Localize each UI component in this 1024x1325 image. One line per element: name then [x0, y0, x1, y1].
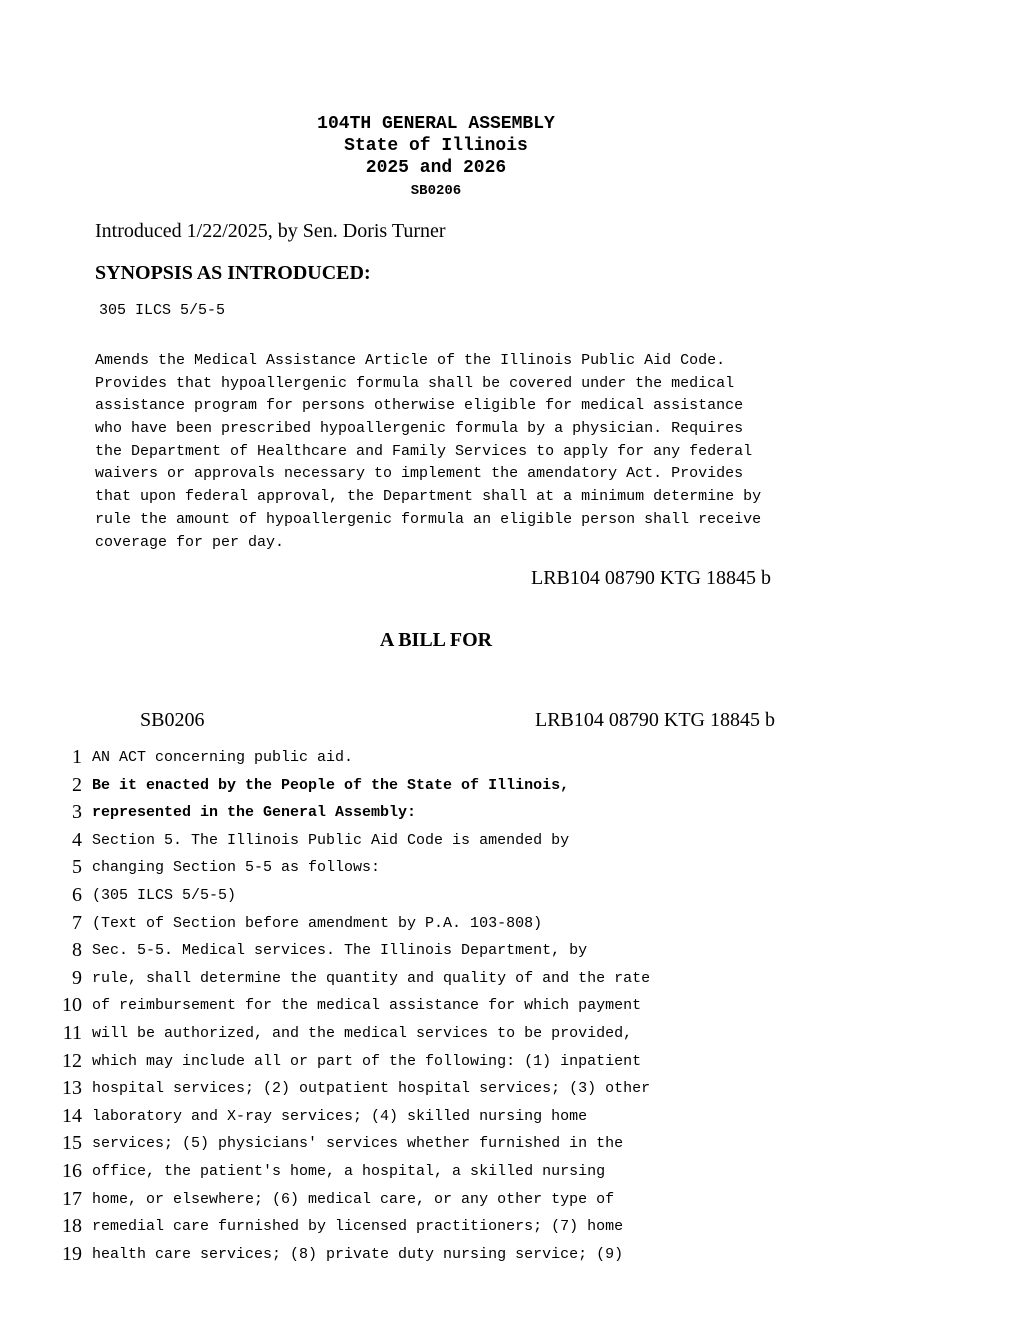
line-number: 18 [62, 1215, 82, 1238]
bill-line [0, 854, 1024, 882]
synopsis-line: Amends the Medical Assistance Article of the Illinois Public Aid Code. [95, 352, 726, 369]
bill-line [0, 1186, 1024, 1214]
line-number: 4 [72, 828, 82, 851]
bill-line [0, 937, 1024, 965]
bill-line [0, 910, 1024, 938]
session-years-heading: 2025 and 2026 [365, 158, 507, 178]
line-text: will be authorized, and the medical services to be provided, [92, 1024, 633, 1042]
line-text: represented in the General Assembly: [92, 804, 417, 822]
page-header-lrb-code: LRB104 08790 KTG 18845 b [535, 709, 775, 731]
synopsis-line: Provides that hypoallergenic formula shall be covered under the medical [95, 374, 735, 392]
bill-line [0, 1241, 1024, 1269]
line-number: 13 [62, 1077, 82, 1100]
line-number: 12 [62, 1049, 82, 1072]
line-text: (Text of Section before amendment by P.A. 103-808) [92, 914, 543, 932]
line-number: 15 [62, 1132, 82, 1155]
line-number: 2 [72, 773, 82, 796]
bill-line [0, 992, 1024, 1020]
line-text: changing Section 5-5 as follows: [92, 859, 381, 877]
bill-line [0, 1158, 1024, 1186]
line-number: 7 [72, 911, 82, 934]
synopsis-line: coverage for per day. [95, 533, 285, 551]
bill-number-heading: SB0206 [410, 183, 462, 199]
line-text: of reimbursement for the medical assistance for which payment [92, 997, 642, 1015]
bill-line [0, 1130, 1024, 1158]
line-text: laboratory and X-ray services; (4) skilled nursing home [92, 1107, 588, 1125]
bill-line [0, 1103, 1024, 1131]
bill-line [0, 1213, 1024, 1241]
assembly-heading: 104TH GENERAL ASSEMBLY [317, 114, 555, 134]
page-header-bill-number: SB0206 [140, 709, 205, 731]
synopsis-line: that upon federal approval, the Department shall at a minimum determine by [95, 488, 762, 506]
synopsis-line: waivers or approvals necessary to implement the amendatory Act. Provides [95, 465, 744, 483]
bill-line [0, 772, 1024, 800]
lrb-code: LRB104 08790 KTG 18845 b [531, 567, 771, 589]
line-number: 6 [72, 883, 82, 906]
line-number: 14 [62, 1104, 82, 1127]
line-number: 1 [72, 746, 82, 768]
line-text: Be it enacted by the People of the State of Illinois, [92, 776, 570, 794]
bill-line [0, 827, 1024, 855]
line-number: 9 [72, 966, 82, 989]
synopsis-heading: SYNOPSIS AS INTRODUCED: [95, 262, 371, 284]
bill-line [0, 1075, 1024, 1103]
bill-line [0, 882, 1024, 910]
line-text: office, the patient's home, a hospital, a skilled nursing [92, 1162, 606, 1180]
line-number: 10 [62, 994, 82, 1017]
line-number: 3 [72, 801, 82, 824]
line-number: 19 [62, 1242, 82, 1265]
line-text: health care services; (8) private duty nursing service; (9) [92, 1245, 624, 1263]
line-text: Section 5. The Illinois Public Aid Code is amended by [92, 831, 570, 849]
synopsis-line: rule the amount of hypoallergenic formula an eligible person shall receive [95, 510, 762, 528]
line-text: Sec. 5-5. Medical services. The Illinois Department, by [92, 942, 588, 960]
bill-line [0, 1020, 1024, 1048]
line-number: 11 [62, 1021, 82, 1044]
line-text: services; (5) physicians' services whether furnished in the [92, 1135, 624, 1153]
bill-line [0, 1048, 1024, 1076]
statute-citation: 305 ILCS 5/5-5 [99, 302, 226, 319]
line-text: hospital services; (2) outpatient hospital services; (3) other [92, 1080, 651, 1098]
synopsis-line: who have been prescribed hypoallergenic formula by a physician. Requires [95, 420, 744, 438]
bill-line [0, 744, 1024, 772]
line-text: (305 ILCS 5/5-5) [92, 886, 237, 904]
bill-text [0, 744, 1024, 1268]
line-text: AN ACT concerning public aid. [92, 749, 354, 766]
synopsis-line: the Department of Healthcare and Family Services to apply for any federal [95, 442, 753, 460]
line-number: 8 [72, 939, 82, 962]
line-text: rule, shall determine the quantity and quality of and the rate [92, 969, 651, 987]
state-heading: State of Illinois [344, 136, 528, 156]
line-text: home, or elsewhere; (6) medical care, or any other type of [92, 1190, 615, 1208]
line-text: remedial care furnished by licensed practitioners; (7) home [92, 1218, 624, 1236]
introduced-line: Introduced 1/22/2025, by Sen. Doris Turner [95, 220, 446, 242]
synopsis-line: assistance program for persons otherwise eligible for medical assistance [95, 397, 744, 415]
line-number: 5 [72, 856, 82, 879]
bill-for-heading: A BILL FOR [379, 629, 493, 651]
bill-line [0, 965, 1024, 993]
line-number: 17 [62, 1187, 82, 1210]
line-text: which may include all or part of the following: (1) inpatient [92, 1052, 642, 1070]
bill-line [0, 799, 1024, 827]
line-number: 16 [62, 1159, 82, 1182]
synopsis-text [95, 350, 795, 554]
